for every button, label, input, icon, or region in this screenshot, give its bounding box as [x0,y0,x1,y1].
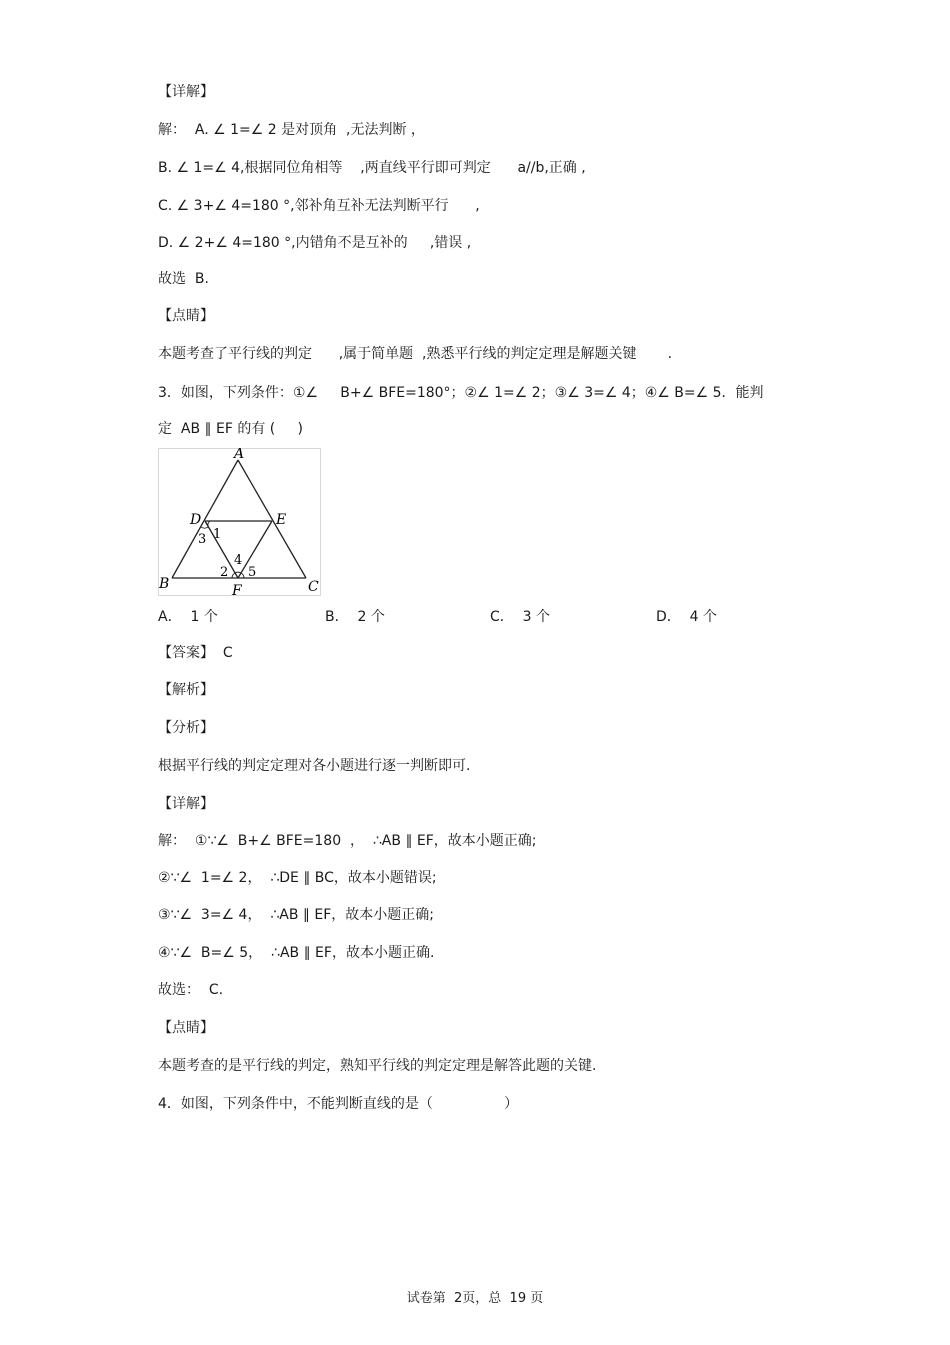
angle-arc-1 [208,521,210,526]
label-e: E [276,512,287,528]
figure-border [159,449,321,596]
detail-step-3: ③∵∠ 3=∠ 4， ∴AB ∥ EF，故本小题正确; [158,907,434,923]
angle-arc-2 [232,573,235,578]
solution-line-c: C. ∠ 3+∠ 4=180 °,邻补角互补无法判断平行 , [158,198,480,214]
heading-analysis: 【解析】 [158,682,214,698]
page-footer: 试卷第 2页，总 19 页 [406,1291,544,1306]
angle-label-1: 1 [213,527,222,542]
option-a: A． 1 个 [158,609,218,625]
option-d: D． 4 个 [656,609,718,625]
breakdown-text: 根据平行线的判定定理对各小题进行逐一判断即可. [158,758,471,774]
question-3-line-1: 3．如图，下列条件：①∠ B+∠ BFE=180°；②∠ 1=∠ 2；③∠ 3=∠ 4；④∠ B=∠ 5．能判 [158,385,764,401]
label-f: F [232,583,242,598]
option-b: B． 2 个 [325,609,385,625]
heading-detail-1: 【详解】 [158,84,214,100]
label-a: A [234,448,245,462]
detail-step-1: 解： ①∵∠ B+∠ BFE=180 ， ∴AB ∥ EF，故本小题正确; [158,833,537,849]
answer-line: 【答案】 C [158,645,233,661]
angle-label-5: 5 [248,565,257,580]
question-4: 4．如图，下列条件中，不能判断直线的是（ ） [158,1096,519,1112]
label-c: C [308,579,319,595]
triangle-figure [158,448,324,598]
comment-text-1: 本题考查了平行线的判定 ,属于简单题 ,熟悉平行线的判定定理是解题关键 . [158,346,673,362]
label-d: D [190,512,202,528]
detail-step-2: ②∵∠ 1=∠ 2， ∴DE ∥ BC，故本小题错误; [158,870,437,886]
angle-arc-4 [235,572,241,573]
solution-line-a: 解： A. ∠ 1=∠ 2 是对顶角 ,无法判断 ， [158,122,425,138]
heading-detail-2: 【详解】 [158,796,214,812]
answer-choice-2: 故选： C. [158,982,224,998]
heading-comment-2: 【点睛】 [158,1020,214,1036]
detail-step-4: ④∵∠ B=∠ 5， ∴AB ∥ EF，故本小题正确. [158,945,435,961]
angle-arc-5 [241,573,244,578]
angle-label-3: 3 [198,532,207,547]
triangle-diagram [158,448,324,598]
angle-label-4: 4 [234,553,243,568]
question-3-line-2: 定 AB ∥ EF 的有 ( ) [158,421,303,437]
comment-text-2: 本题考查的是平行线的判定，熟知平行线的判定定理是解答此题的关键. [158,1058,597,1074]
answer-choice-1: 故选 B. [158,271,209,287]
solution-line-d: D. ∠ 2+∠ 4=180 °,内错角不是互补的 ,错误 , [158,235,472,251]
label-b: B [159,576,170,592]
heading-breakdown: 【分析】 [158,720,214,736]
solution-line-b: B. ∠ 1=∠ 4,根据同位角相等 ,两直线平行即可判定 a//b,正确 , [158,160,586,176]
option-c: C． 3 个 [490,609,551,625]
angle-arc-3 [201,527,208,528]
heading-comment-1: 【点睛】 [158,308,214,324]
angle-label-2: 2 [220,565,229,580]
